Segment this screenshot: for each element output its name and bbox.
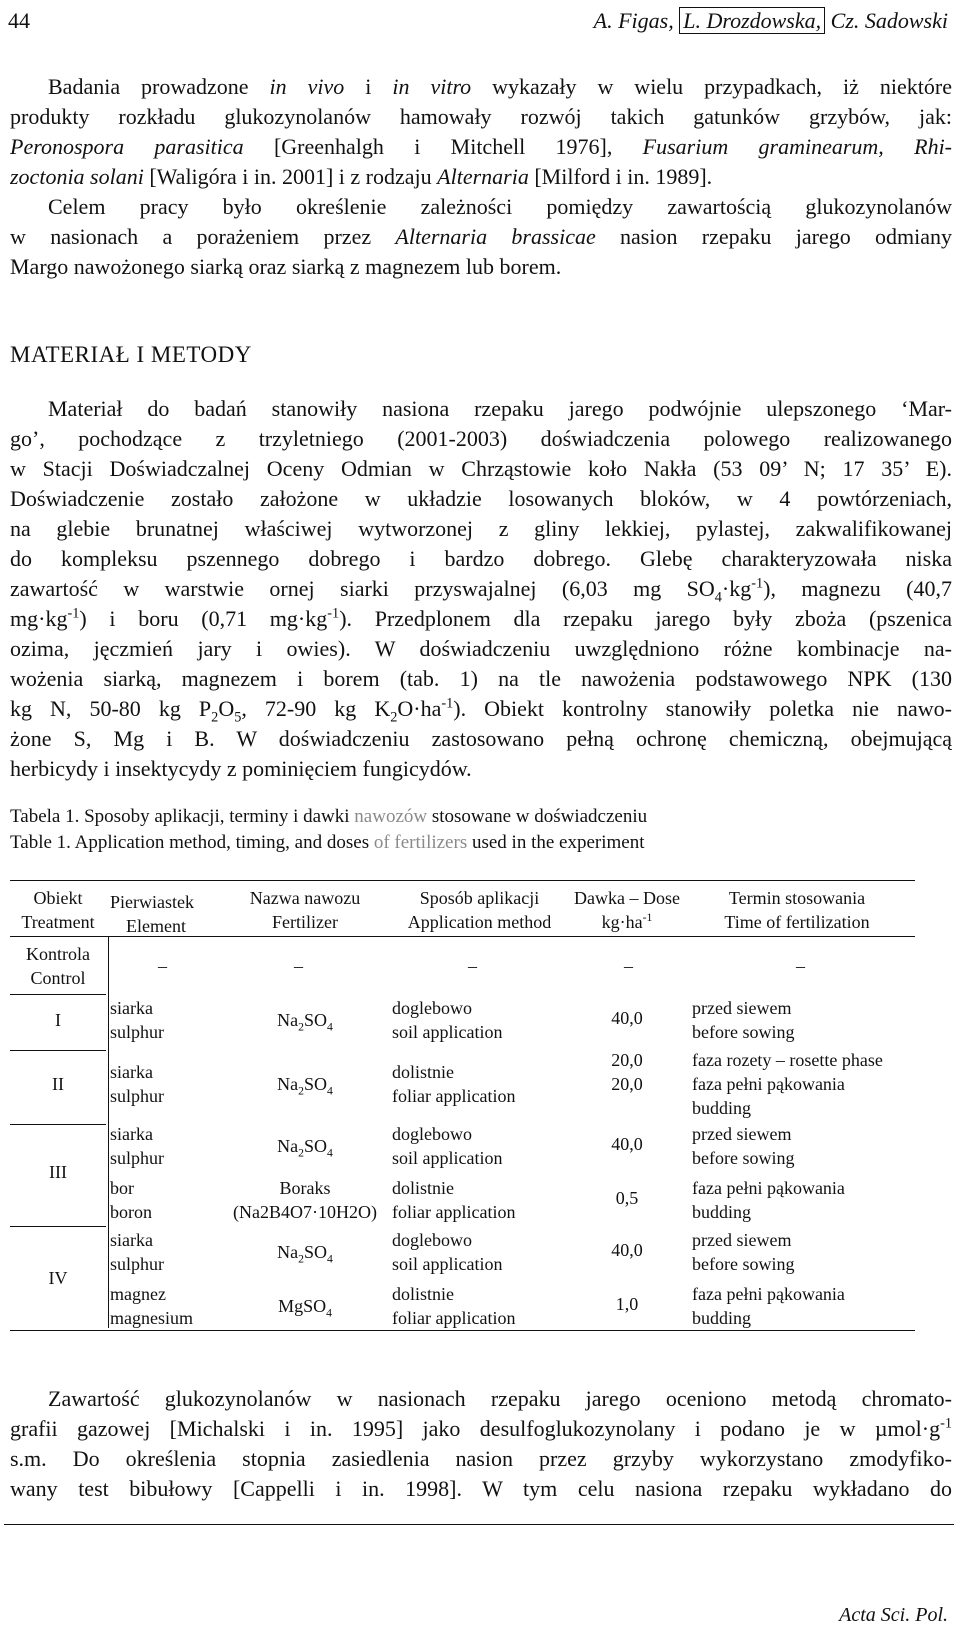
text-line: wożenia siarką, magnezem i borem (tab. 1) na tle nawożenia podstawowego NPK (130 — [10, 666, 952, 691]
element-cell: bor boron — [110, 1178, 152, 1222]
fertilizer-cell: Boraks (Na2B4O7·10H2O) — [233, 1178, 377, 1222]
time-cell: faza pełni pąkowania budding — [692, 1284, 845, 1328]
text-line: do kompleksu pszennego dobrego i bardzo dobrego. Glebę charakteryzowała niska — [10, 546, 952, 571]
text-line: Celem pracy było określenie zależności pomiędzy zawartością glukozynolanów — [48, 194, 952, 219]
fertilizer-cell: MgSO$_4$ — [278, 1296, 332, 1320]
page-number: 44 — [8, 8, 30, 33]
text-line: ozima, jęczmień jary i owies). W doświadczeniu uwzględniono różne kombinacje na- — [10, 636, 952, 661]
header-time: Termin stosowania Time of fertilization — [724, 888, 870, 932]
treatment-label: I — [55, 1010, 61, 1030]
element-cell: siarka sulphur — [110, 998, 164, 1042]
method-cell: dolistnie foliar application — [392, 1062, 516, 1106]
text-line: wany test bibułowy [Cappelli i in. 1998]. W tym celu nasiona rzepaku wykładano do — [10, 1476, 952, 1501]
treatment-label: IV — [48, 1268, 68, 1288]
dose-cell: 1,0 — [615, 1294, 639, 1314]
text-line: Margo nawożonego siarką oraz siarką z magnezem lub borem. — [10, 254, 562, 279]
table-caption-en: Table 1. Application method, timing, and doses of fertilizers used in the experiment — [10, 832, 645, 853]
method-cell: doglebowo soil application — [392, 1230, 503, 1274]
method-cell: dolistnie foliar application — [392, 1284, 516, 1328]
text-line: na glebie brunatnej właściwej wytworzonej z gliny lekkiej, pylastej, zakwalifikowanej — [10, 516, 952, 541]
table-top-rule — [10, 880, 915, 881]
control-dash: – — [468, 956, 477, 976]
time-cell: przed siewem before sowing — [692, 1124, 795, 1168]
time-cell: przed siewem before sowing — [692, 1230, 795, 1274]
text-line: Materiał do badań stanowiły nasiona rzepaku jarego podwójnie ulepszonego ‘Mar- — [48, 396, 952, 421]
time-cell: przed siewem before sowing — [692, 998, 795, 1042]
element-cell: siarka sulphur — [110, 1062, 164, 1106]
intro-paragraph — [10, 72, 952, 282]
control-label: Kontrola Control — [26, 944, 90, 988]
text-line: s.m. Do określenia stopnia zasiedlenia nasion przez grzyby wykorzystano zmodyfiko- — [10, 1446, 952, 1471]
method-cell: dolistnie foliar application — [392, 1178, 516, 1222]
element-cell: siarka sulphur — [110, 1124, 164, 1168]
header-rule — [10, 936, 915, 937]
text-line: zawartość w warstwie ornej siarki przyswajalnej (6,03 mg $SO_4\cdot kg^{-1}$), magnezu (40,7 — [10, 575, 952, 604]
table-caption-pl: Tabela 1. Sposoby aplikacji, terminy i dawki nawozów stosowane w doświadczeniu — [10, 806, 648, 827]
fertilizer-cell: $Na_2SO_4$ — [277, 1010, 333, 1034]
text-line: Zawartość glukozynolanów w nasionach rzepaku jarego oceniono metodą chromato- — [48, 1386, 952, 1411]
element-cell: magnez magnesium — [110, 1284, 193, 1328]
dose-cell: 40,0 — [611, 1240, 643, 1260]
header-element: Pierwiastek Element — [110, 892, 194, 936]
dose-cell: 40,0 — [611, 1008, 643, 1028]
running-head-authors — [594, 8, 948, 34]
text-line: w Stacji Doświadczalnej Oceny Odmian w Chrząstowie koło Nakła (53 09’ N; 17 35’ E). — [10, 456, 952, 481]
text-line: $mg\cdot kg^{-1}$) i boru (0,71 $mg\cdot kg^{-1}$). Przedplonem dla rzepaku jarego były zboża (pszenica — [10, 605, 952, 631]
row-divider — [10, 1226, 106, 1227]
dose-cell: 0,5 — [615, 1188, 639, 1208]
methods-paragraph — [10, 394, 952, 784]
header-fertilizer: Nazwa nawozu Fertilizer — [249, 888, 361, 932]
text-line: w nasionach a porażeniem przez Alternaria brassicae nasion rzepaku jarego odmiany — [10, 224, 952, 249]
text-line: herbicydy i insektycydy z pominięciem fungicydów. — [10, 756, 472, 781]
text-line: grafii gazowej [Michalski i in. 1995] jako desulfoglukozynolany i podano je w $\mu mol\cdot g^{-1}$ — [10, 1415, 952, 1441]
author-2: L. Drozdowska, — [679, 7, 825, 34]
treatment-column-divider — [108, 936, 109, 1328]
dose-cell: 20,0 20,0 — [611, 1050, 643, 1094]
text-line: kg N, 50-80 kg $P_2O_5$, 72-90 kg $K_2O\cdot ha^{-1}$). Obiekt kontrolny stanowiły poletka nie nawo- — [10, 695, 952, 724]
header-treatment: Obiekt Treatment — [21, 888, 95, 932]
time-cell: faza rozety – rosette phase faza pełni pąkowania budding — [692, 1050, 883, 1118]
control-dash: – — [294, 956, 303, 976]
header-method: Sposób aplikacji Application method — [407, 888, 552, 932]
text-line: produkty rozkładu glukozynolanów hamowały rozwój takich gatunków grzybów, jak: — [10, 104, 952, 129]
text-line: Badania prowadzone in vivo i in vitro wykazały w wielu przypadkach, iż niektóre — [48, 74, 952, 99]
row-divider — [10, 1050, 106, 1051]
method-cell: doglebowo soil application — [392, 1124, 503, 1168]
control-dash: – — [624, 956, 633, 976]
section-heading: MATERIAŁ I METODY — [10, 342, 252, 367]
dose-cell: 40,0 — [611, 1134, 643, 1154]
table-bottom-rule — [10, 1330, 915, 1331]
row-divider — [10, 994, 106, 995]
fertilizer-cell: $Na_2SO_4$ — [277, 1242, 333, 1266]
author-3: Cz. Sadowski — [830, 8, 948, 33]
text-line: Peronospora parasitica [Greenhalgh i Mitchell 1976], Fusarium graminearum, Rhi- — [10, 134, 952, 159]
control-dash: – — [158, 956, 167, 976]
header-dose: Dawka – Dose $kg\cdot ha^{-1}$ — [574, 888, 680, 932]
element-cell: siarka sulphur — [110, 1230, 164, 1274]
text-line: zoctonia solani [Waligóra i in. 2001] i z rodzaju Alternaria [Milford i in. 1989]. — [10, 164, 713, 189]
method-cell: doglebowo soil application — [392, 998, 503, 1042]
time-cell: faza pełni pąkowania budding — [692, 1178, 845, 1222]
author-1: A. Figas, — [593, 8, 674, 33]
journal-footer: Acta Sci. Pol. — [839, 1604, 948, 1626]
row-divider — [10, 1124, 106, 1125]
fertilizer-cell: $Na_2SO_4$ — [277, 1136, 333, 1160]
treatment-label: II — [52, 1074, 64, 1094]
text-line: żone S, Mg i B. W doświadczeniu zastosowano pełną ochronę chemiczną, obejmującą — [10, 726, 952, 751]
footer-rule — [4, 1524, 954, 1525]
text-line: go’, pochodzące z trzyletniego (2001-2003) doświadczenia polowego realizowanego — [10, 426, 952, 451]
treatment-label: III — [49, 1162, 67, 1182]
closing-paragraph — [10, 1384, 952, 1504]
fertilizer-cell: $Na_2SO_4$ — [277, 1074, 333, 1098]
control-dash: – — [796, 956, 805, 976]
text-line: Doświadczenie zostało założone w układzie losowanych bloków, w 4 powtórzeniach, — [10, 486, 952, 511]
